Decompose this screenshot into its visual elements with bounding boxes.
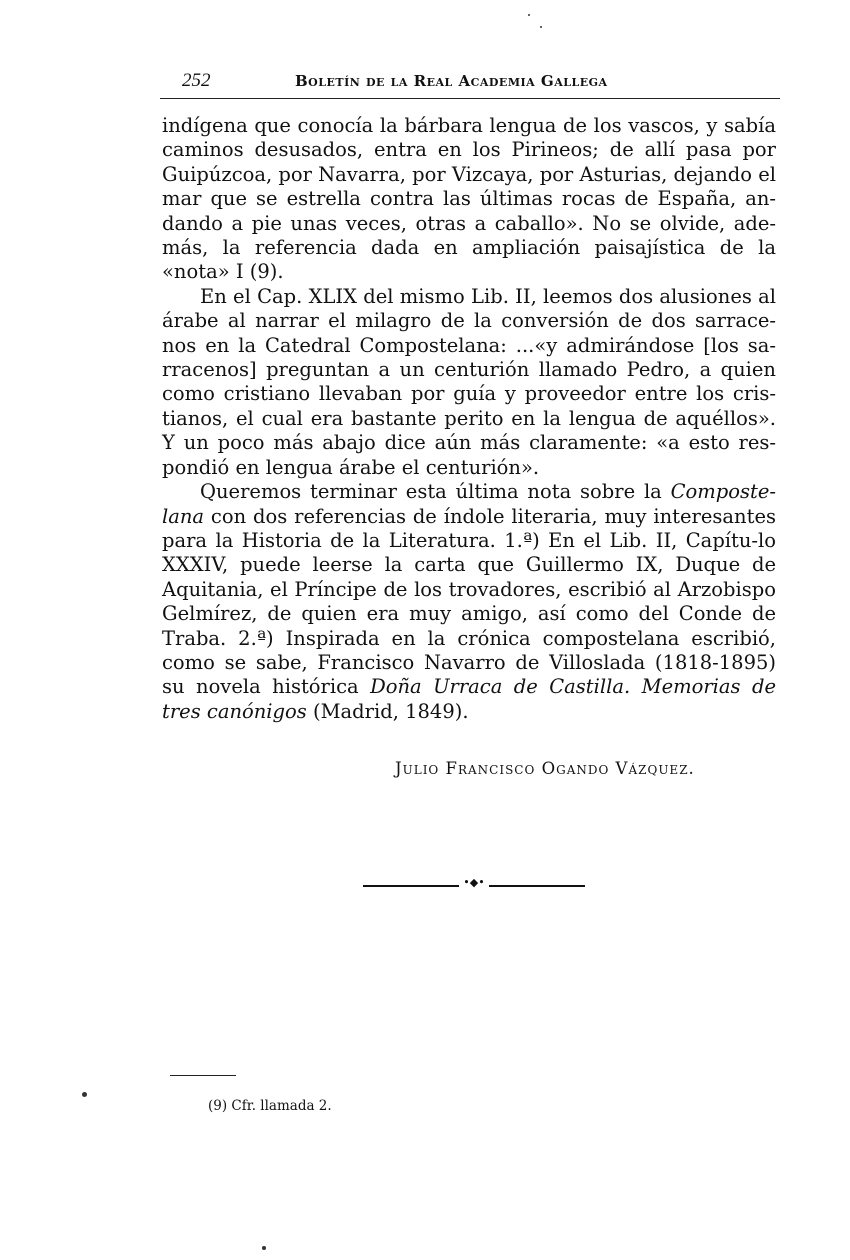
scan-speck [262,1246,266,1250]
page-number: 252 [182,70,211,91]
footnote: (9) Cfr. llamada 2. [208,1098,332,1114]
author-signature: Julio Francisco Ogando Vázquez. [395,759,695,778]
ornament-line-right [489,885,585,887]
paragraph-3-italic-compostelana: Composte-lana [162,480,776,528]
paragraph-3-text-b: con dos referencias de índole literaria, muy interesantes para la Historia de la Literatura. 1.ª) En el Lib. II, Capítu-lo XXXIV, puede leerse la carta que Guillermo IX, Duque de Aquitania, el Príncipe de los trovadores, escribió al Arzobispo Gelmírez, de quien era muy amigo, así como del Conde de Traba. 2.ª) Inspirada en la crónica compostelana escribió, como se sabe, Francisco Navarro de Villoslada (1818-1895) su novela histórica [162,504,776,699]
ornament-line-left [363,885,459,887]
paragraph-3-text-c: (Madrid, 1849). [306,699,469,723]
scan-speck [528,14,530,16]
paragraph-3-italic-novel-title: Doña Urraca de Castilla. Memorias de tres canónigos [162,675,776,723]
scan-speck [82,1092,87,1097]
running-head: Boletín de la Real Academia Gallega [295,72,608,90]
paragraph-3-text-a: Queremos terminar esta última nota sobre la [200,480,671,504]
page-header [160,68,780,99]
paragraph-1: indígena que conocía la bárbara lengua de los vascos, y sabía caminos desusados, entra en los Pirineos; de allí pasa por Guipúzcoa, por Navarra, por Vizcaya, por Asturias, dejando el mar que se estrella contra las últimas rocas de España, an-dando a pie unas veces, otras a caballo». No se olvide, ade-más, la referencia dada en ampliación paisajística de la «nota» I (9). [162,114,776,284]
ornament-center: •◆• [463,876,485,889]
body-text [162,114,776,724]
footnote-rule [170,1075,236,1076]
paragraph-2: En el Cap. XLIX del mismo Lib. II, leemos dos alusiones al árabe al narrar el milagro de la conversión de dos sarrace-nos en la Catedral Compostelana: ...«y admirándose [los sa-rracenos] preguntan a un centurión llamado Pedro, a quien como cristiano llevaban por guía y proveedor entre los cris-tianos, el cual era bastante perito en la lengua de aquéllos». Y un poco más abajo dice aún más claramente: «a esto res-pondió en lengua árabe el centurión». [162,284,776,479]
scan-speck [540,26,542,28]
paragraph-3 [162,480,776,724]
ornament-divider [363,876,585,892]
